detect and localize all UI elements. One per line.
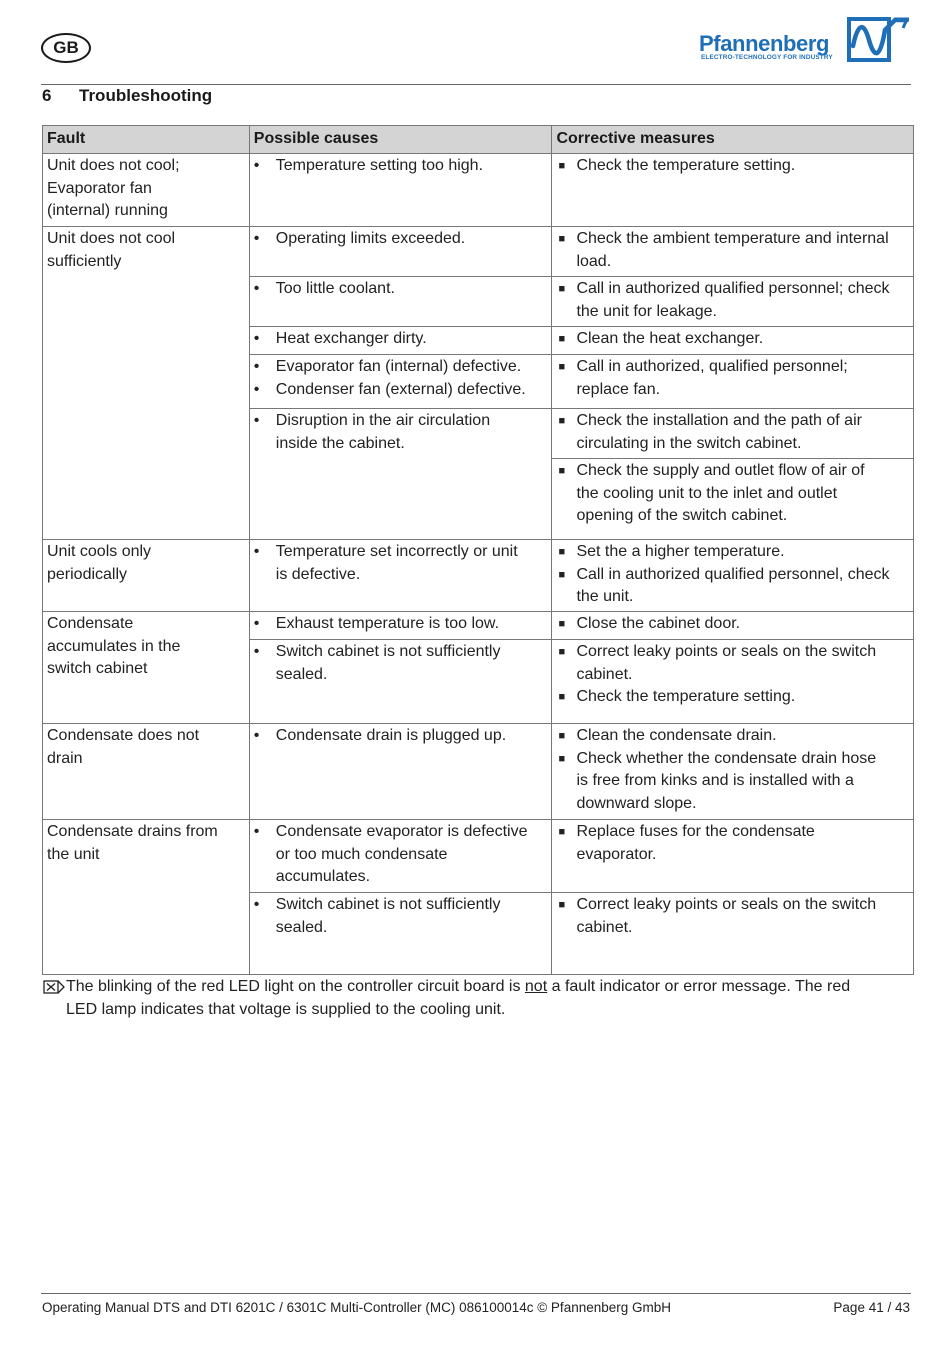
cause-item: • Condenser fan (external) defective. [254, 379, 548, 402]
footer-rule [41, 1293, 911, 1294]
measure-cell [552, 355, 914, 409]
measure-cell [552, 540, 914, 612]
table-header-row [43, 126, 914, 154]
note-line: The blinking of the red LED light on the controller circuit board is not a fault indicator or error message. The red [66, 978, 851, 995]
fault-cell [43, 154, 250, 227]
cause-cell [249, 327, 552, 355]
measure-cell [552, 459, 914, 540]
square-bullet-icon: ■ [558, 752, 566, 765]
measure-item: ■ Call in authorized qualified personnel; check the unit for leakage. [558, 280, 890, 320]
measure-item: ■ Close the cabinet door. [556, 613, 909, 636]
company-logo [699, 14, 911, 66]
section-title: Troubleshooting [79, 86, 213, 105]
cause-item: • Condensate drain is plugged up. [254, 725, 548, 748]
measure-cell [552, 893, 914, 975]
measure-cell [552, 227, 914, 277]
bullet-icon: • [253, 643, 260, 660]
table-row [43, 724, 914, 820]
bullet-icon: • [253, 823, 260, 840]
column-header-causes: Possible causes [249, 126, 552, 154]
bullet-icon: • [253, 543, 260, 560]
fault-text: Unit does not cool [47, 230, 176, 247]
cause-cell [249, 893, 552, 975]
cause-item: • Evaporator fan (internal) defective. [254, 356, 548, 379]
troubleshooting-table [42, 125, 914, 975]
cause-item: • Operating limits exceeded. [254, 228, 548, 251]
measure-cell [552, 612, 914, 640]
fault-cell [43, 612, 250, 724]
bullet-icon: • [253, 358, 260, 375]
measure-item: ■ Replace fuses for the condensate evaporator. [558, 823, 815, 863]
language-badge: GB [41, 33, 91, 63]
cause-item: • Condensate evaporator is defective or too much condensate accumulates. [253, 823, 528, 885]
cause-item: • Switch cabinet is not sufficiently sealed. [253, 896, 501, 936]
measure-item: ■ Check the temperature setting. [556, 155, 909, 178]
square-bullet-icon: ■ [558, 283, 566, 295]
header-rule [41, 84, 911, 85]
fault-cell [43, 820, 250, 975]
logo-wordmark: Pfannenberg [699, 31, 830, 56]
cause-cell [249, 820, 552, 893]
bullet-icon: • [253, 412, 260, 429]
note-paragraph [42, 976, 912, 1021]
measure-cell [552, 409, 914, 459]
cause-cell [249, 612, 552, 640]
logo-tagline: ELECTRO-TECHNOLOGY FOR INDUSTRY [701, 54, 833, 61]
square-bullet-icon: ■ [558, 568, 566, 581]
bullet-icon: • [253, 380, 260, 398]
measure-item: ■ Set the a higher temperature. [556, 541, 909, 564]
cause-cell [249, 227, 552, 277]
square-bullet-icon: ■ [558, 465, 566, 477]
cause-cell [249, 277, 552, 327]
cause-cell [249, 724, 552, 820]
table-row [43, 154, 914, 227]
measure-cell [552, 327, 914, 355]
fault-text: accumulates in the [47, 637, 181, 655]
square-bullet-icon: ■ [558, 730, 566, 742]
cause-item: • Temperature set incorrectly or unit is defective. [253, 543, 518, 583]
measure-item: ■ Check whether the condensate drain hose is free from kinks and is installed with a downward slope. [558, 749, 877, 812]
measure-item: ■ Check the installation and the path of air circulating in the switch cabinet. [558, 412, 862, 452]
fault-cell [43, 724, 250, 820]
note-line: LED lamp indicates that voltage is supplied to the cooling unit. [66, 1000, 506, 1018]
fault-text: Unit cools only [47, 543, 152, 560]
cause-item: • Switch cabinet is not sufficiently sealed. [253, 643, 501, 683]
bullet-icon: • [253, 230, 260, 247]
fault-cell [43, 227, 250, 540]
column-header-measures: Corrective measures [552, 126, 914, 154]
table-row [43, 227, 914, 277]
fault-text: sufficiently [47, 252, 122, 270]
measure-item: ■ Correct leaky points or seals on the switch cabinet. [558, 896, 877, 936]
measure-item: ■ Call in authorized, qualified personnel; replace fan. [558, 358, 848, 398]
square-bullet-icon: ■ [558, 691, 566, 703]
cause-cell [249, 540, 552, 612]
square-bullet-icon: ■ [558, 160, 566, 172]
measure-item: ■ Check the ambient temperature and internal load. [558, 230, 889, 270]
cause-item: • Too little coolant. [254, 278, 548, 301]
bullet-icon: • [253, 330, 260, 347]
cause-item: • Heat exchanger dirty. [254, 328, 548, 351]
footer-document-info: Operating Manual DTS and DTI 6201C / 6301C Multi-Controller (MC) 086100014c © Pfannenberg GmbH [42, 1300, 672, 1315]
fault-text: Condensate [47, 615, 134, 632]
fault-text: Condensate drains from [47, 823, 218, 840]
cause-item: • Temperature setting too high. [254, 155, 548, 178]
fault-text: periodically [47, 565, 128, 583]
measure-cell [552, 820, 914, 893]
bullet-icon: • [253, 157, 260, 174]
section-heading [42, 86, 212, 106]
cause-item: • Exhaust temperature is too low. [254, 613, 548, 636]
square-bullet-icon: ■ [558, 333, 566, 345]
table-row [43, 540, 914, 612]
bullet-icon: • [253, 615, 260, 632]
square-bullet-icon: ■ [558, 899, 566, 911]
measure-item: ■ Call in authorized qualified personnel, check the unit. [558, 565, 890, 605]
fault-text: (internal) running [47, 202, 168, 219]
measure-cell [552, 277, 914, 327]
cause-cell [249, 640, 552, 724]
cause-cell [249, 154, 552, 227]
cause-item: • Disruption in the air circulation inside the cabinet. [253, 412, 491, 452]
square-bullet-icon: ■ [558, 233, 566, 245]
fault-text: drain [47, 749, 83, 767]
note-pointer-icon [43, 980, 65, 994]
fault-text: Condensate does not [47, 727, 200, 744]
table-row [43, 612, 914, 640]
note-emphasis: not [524, 978, 548, 995]
footer-page-number: Page 41 / 43 [833, 1300, 910, 1315]
square-bullet-icon: ■ [558, 646, 566, 658]
square-bullet-icon: ■ [558, 415, 566, 427]
fault-text: Unit does not cool; [47, 157, 180, 174]
square-bullet-icon: ■ [558, 826, 566, 838]
square-bullet-icon: ■ [558, 361, 566, 373]
cause-cell [249, 409, 552, 540]
square-bullet-icon: ■ [558, 618, 566, 630]
table-row [43, 820, 914, 893]
measure-item: ■ Check the supply and outlet flow of air of the cooling unit to the inlet and outlet opening of the switch cabinet. [558, 462, 865, 524]
measure-item: ■ Clean the condensate drain. [556, 725, 909, 748]
bullet-icon: • [253, 727, 260, 744]
fault-text: the unit [47, 845, 100, 863]
cause-cell [249, 355, 552, 409]
square-bullet-icon: ■ [558, 546, 566, 558]
fault-text: switch cabinet [47, 660, 148, 677]
bullet-icon: • [253, 280, 260, 297]
measure-cell [552, 724, 914, 820]
measure-item: ■ Clean the heat exchanger. [556, 328, 909, 351]
logo-wave-icon [847, 16, 909, 64]
measure-item: ■ Correct leaky points or seals on the switch cabinet. [558, 643, 877, 683]
measure-item: ■ Check the temperature setting. [556, 686, 909, 709]
measure-cell [552, 154, 914, 227]
section-number: 6 [42, 86, 52, 105]
fault-text: Evaporator fan [47, 179, 152, 197]
measure-cell [552, 640, 914, 724]
column-header-fault: Fault [43, 126, 250, 154]
bullet-icon: • [253, 896, 260, 913]
fault-cell [43, 540, 250, 612]
